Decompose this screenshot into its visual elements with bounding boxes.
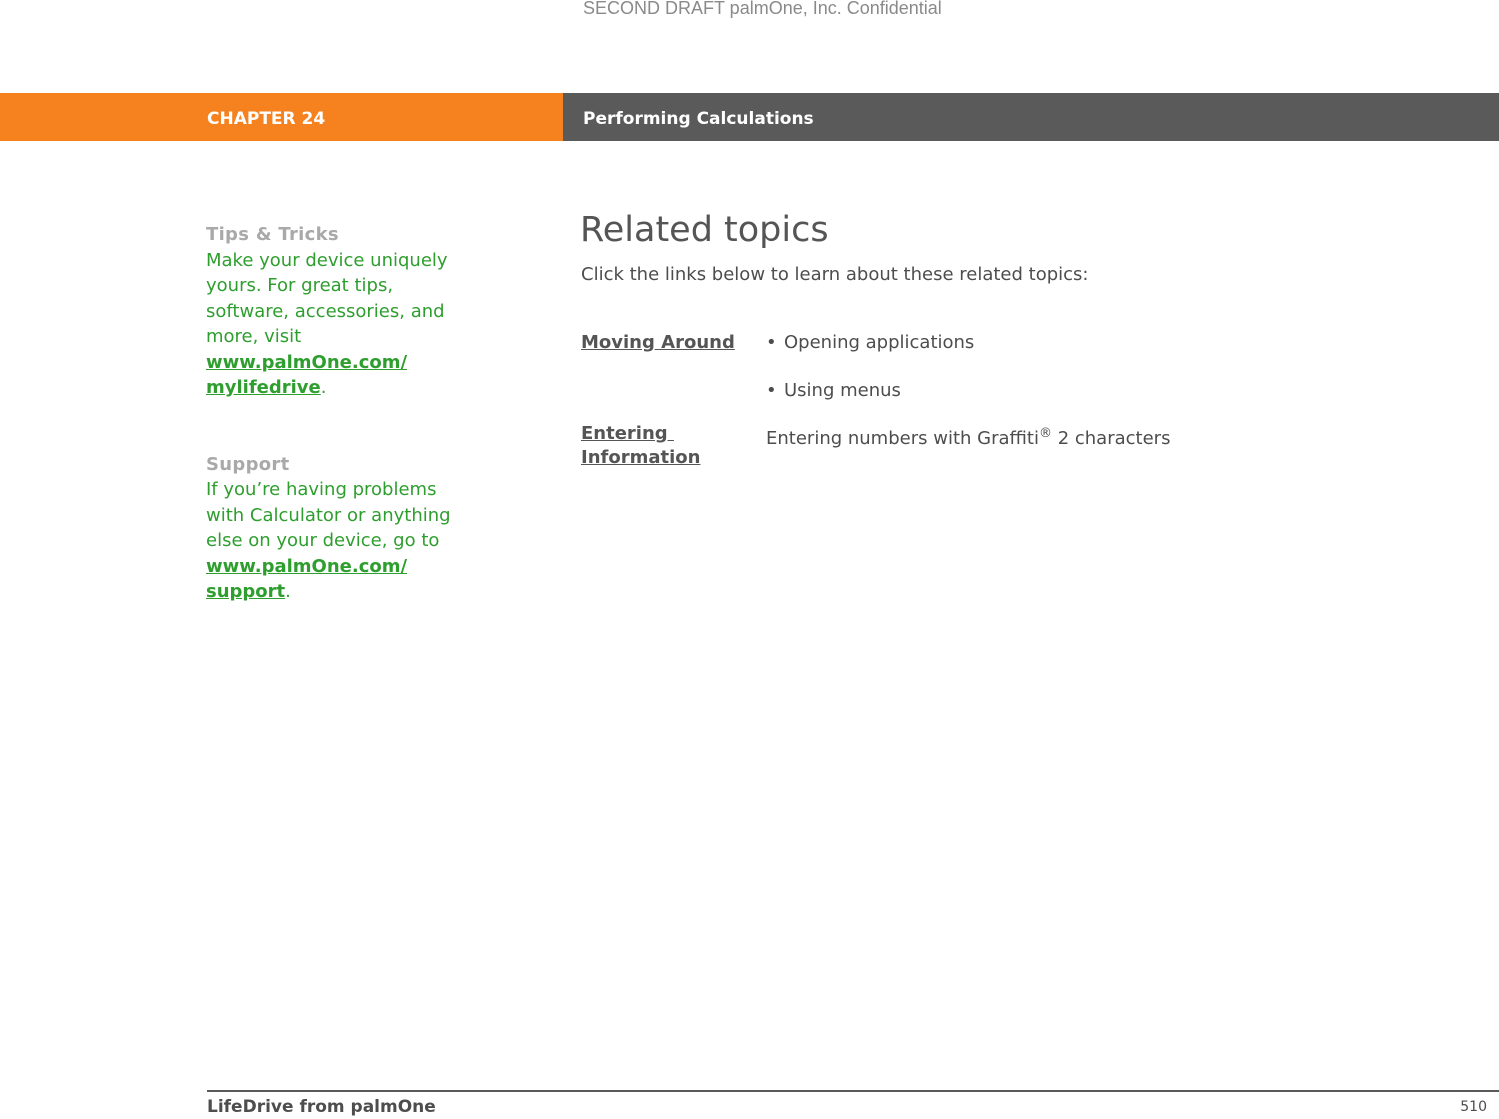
entering-information-link[interactable]: Entering Information [581,423,701,468]
intro-text: Click the links below to learn about these related topics: [581,264,1089,285]
footer-divider [207,1090,1499,1092]
support-heading: Support [206,453,290,475]
list-item: • Using menus [766,380,901,401]
tips-and-tricks-block [206,222,476,401]
list-item: • Opening applications [766,332,975,353]
support-period: . [285,581,291,602]
support-text [206,477,476,605]
support-block [206,452,476,605]
moving-around-link[interactable]: Moving Around [581,332,735,353]
bullet: • [766,332,777,353]
tips-period: . [320,377,327,398]
support-link[interactable]: www.palmOne.com/ support [206,555,408,602]
registered-mark: ® [1038,426,1052,441]
sidebar [206,222,476,605]
page-number: 510 [1460,1099,1487,1115]
draft-watermark: SECOND DRAFT palmOne, Inc. Confidential [583,0,942,18]
tips-heading: Tips & Tricks [206,224,339,245]
support-body-text: If you’re having problems with Calculator or anything else on your device, go to [206,479,451,551]
page-title: Related topics [580,210,829,250]
bullet: • [766,380,777,401]
mylifedrive-link[interactable]: www.palmOne.com/ mylifedrive [206,351,408,398]
footer-book-title: LifeDrive from palmOne [207,1097,436,1117]
entering-numbers-text: Entering numbers with Graffiti® 2 characters [766,426,1171,449]
tips-body-text: Make your device uniquely yours. For great tips, software, accessories, and more, visit [206,249,448,347]
tips-text [206,248,476,401]
chapter-title: Performing Calculations [583,109,814,129]
chapter-label: CHAPTER 24 [207,109,326,129]
